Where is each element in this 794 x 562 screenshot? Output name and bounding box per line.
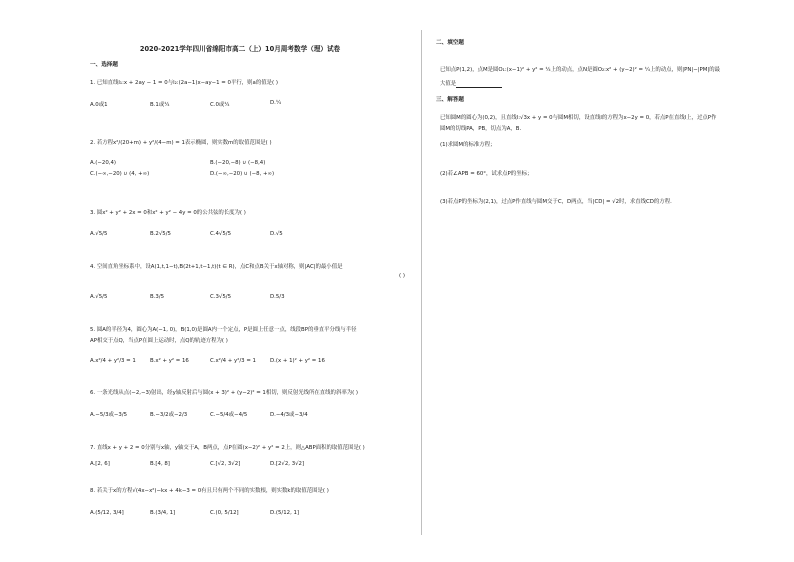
q2-option-b: B.(−20,−8) ∪ (−8,4) — [210, 160, 266, 166]
q1-option-d: D.¼ — [270, 100, 282, 106]
answer-question-line2: 圆M的切线PA，PB，切点为A，B． — [440, 126, 525, 132]
q4-option-c: C.3√5/5 — [210, 294, 232, 300]
fill-answer-blank[interactable] — [456, 81, 502, 88]
answer-part-3: (3)若点P的坐标为(2,1)，过点P作直线与圆M交于C，D两点，当|CD| = √2时，求直线CD的方程． — [440, 199, 676, 205]
q2-option-c: C.(−∞,−20) ∪ (4, +∞) — [90, 171, 150, 177]
section-fill-heading: 二、填空题 — [436, 40, 464, 46]
question-4-stem: 4. 空间直角坐标系中，设A(1,t,1−t),B(2t+1,t−1,t)(t ∈ R)，点C和点B关于x轴对称，则|AC|的最小值是 — [90, 264, 343, 270]
fill-question-line1: 已知点P(1,2)，点M是圆O₁:(x−1)² + y² = ¼上的动点，点N是圆O₂:x² + (y−2)² = ¼上的动点，则|PN|−|PM|的最 — [440, 67, 721, 73]
q5-option-d: D.(x + 1)² + y² = 16 — [270, 358, 325, 364]
q1-option-b: B.1或¼ — [150, 102, 170, 108]
q5-option-a: A.x²/4 + y²/3 = 1 — [90, 358, 136, 364]
q8-option-b: B.(3/4, 1] — [150, 510, 176, 516]
q6-option-d: D.−4/3或−3/4 — [270, 412, 308, 418]
question-6-stem: 6. 一条光线从点(−2,−3)射出，经y轴反射后与圆(x + 3)² + (y−2)² = 1相切，则反射光线所在直线的斜率为( ) — [90, 390, 359, 396]
q7-option-a: A.[2, 6] — [90, 461, 110, 467]
q5-option-c: C.x²/4 + y²/3 = 1 — [210, 358, 256, 364]
q8-option-a: A.(5/12, 3/4] — [90, 510, 124, 516]
answer-part-1: (1)求圆M的标准方程； — [440, 142, 496, 148]
q6-option-c: C.−5/4或−4/5 — [210, 412, 248, 418]
q4-option-d: D.5/3 — [270, 294, 285, 300]
q2-option-d: D.(−∞,−20) ∪ (−8, +∞) — [210, 171, 275, 177]
question-2-stem: 2. 若方程x²/(20+m) + y²/(4−m) = 1表示椭圆，则实数m的取值范围是( ) — [90, 140, 272, 146]
q3-option-d: D.√5 — [270, 231, 283, 237]
fill-question-line2: 大值是 — [440, 81, 457, 87]
section-choice-heading: 一、选择题 — [90, 62, 118, 68]
q5-option-b: B.x² + y² = 16 — [150, 358, 189, 364]
q7-option-b: B.[4, 8] — [150, 461, 170, 467]
q1-option-a: A.0或1 — [90, 102, 108, 108]
q7-option-d: D.[2√2, 3√2] — [270, 461, 305, 467]
q3-option-a: A.√5/5 — [90, 231, 108, 237]
question-8-stem: 8. 若关于x的方程√(4x−x²)−kx + 4k−3 = 0有且只有两个不同的实数根，则实数k的取值范围是( ) — [90, 488, 329, 494]
q8-option-d: D.(5/12, 1] — [270, 510, 300, 516]
q2-option-a: A.(−20,4) — [90, 160, 117, 166]
question-5-stem-cont: AP相交于点Q，当点P在圆上运动时，点Q的轨迹方程为( ) — [90, 338, 228, 344]
q7-option-c: C.[√2, 3√2] — [210, 461, 241, 467]
q6-option-b: B.−3/2或−2/3 — [150, 412, 188, 418]
q8-option-c: C.(0, 5/12] — [210, 510, 239, 516]
q3-option-c: C.4√5/5 — [210, 231, 232, 237]
question-4-stem-cont: ( ) — [399, 273, 405, 279]
answer-question-line1: 已知圆M的圆心为(0,2)，且直线l:√3x + y = 0与圆M相切，设直线l的方程为x−2y = 0，若点P在直线l上，过点P作 — [440, 115, 717, 121]
q4-option-b: B.3/5 — [150, 294, 165, 300]
question-3-stem: 3. 圆x² + y² + 2x = 0和x² + y² − 4y = 0的公共弦的长度为( ) — [90, 210, 246, 216]
question-1-stem: 1. 已知直线l₁:x + 2ay − 1 = 0与l₂:(2a−1)x−ay−1 = 0平行，则a的值是( ) — [90, 80, 278, 86]
column-divider — [421, 30, 422, 535]
q6-option-a: A.−5/3或−3/5 — [90, 412, 128, 418]
q1-option-c: C.0或¼ — [210, 102, 230, 108]
page-title: 2020-2021学年四川省绵阳市高二（上）10月周考数学（理）试卷 — [139, 45, 341, 53]
answer-part-2: (2)若∠APB = 60°，试求点P的坐标； — [440, 171, 533, 177]
q4-option-a: A.√5/5 — [90, 294, 108, 300]
question-7-stem: 7. 直线x + y + 2 = 0分别与x轴，y轴交于A，B两点，点P在圆(x−2)² + y² = 2上，则△ABP面积的取值范围是( ) — [90, 445, 365, 451]
section-answer-heading: 三、解答题 — [436, 97, 464, 103]
question-5-stem: 5. 圆A的半径为4，圆心为A(−1, 0)，B(1,0)是圆A内一个定点，P是圆上任意一点，线段BP的垂直平分线与半径 — [90, 327, 357, 333]
q3-option-b: B.2√5/5 — [150, 231, 171, 237]
